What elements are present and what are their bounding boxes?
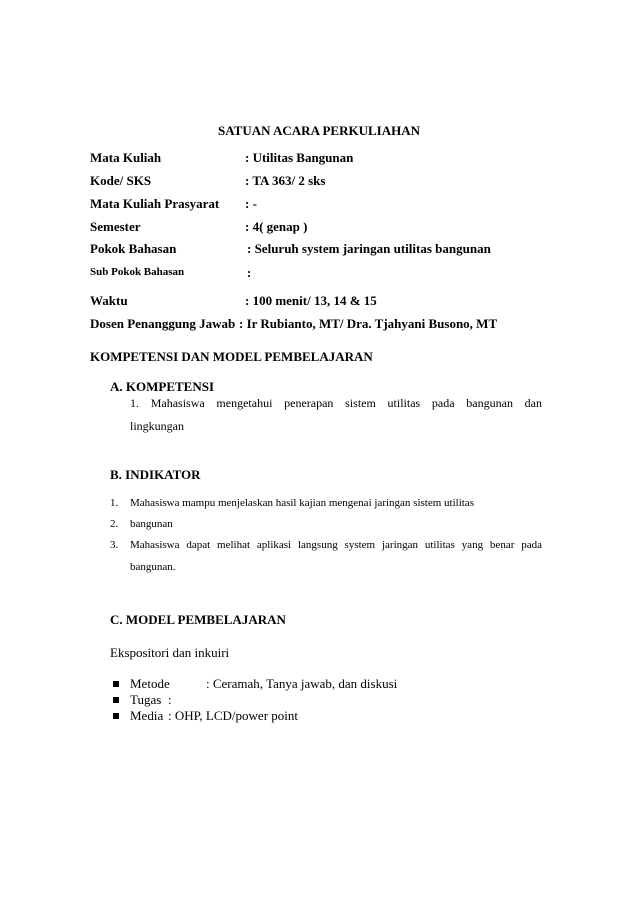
square-bullet-icon [113, 697, 119, 703]
info-label-mata-kuliah: Mata Kuliah [90, 150, 162, 165]
indikator-item-3-line2: bangunan. [130, 561, 176, 573]
square-bullet-icon [113, 713, 119, 719]
info-value-prasyarat: : - [245, 196, 257, 211]
info-label-semester: Semester [90, 219, 141, 234]
indikator-num-3: 3. [110, 539, 119, 551]
bullet-label-tugas: Tugas [130, 692, 162, 707]
info-label-sub-pokok: Sub Pokok Bahasan [90, 266, 185, 278]
info-value-kode-sks: : TA 363/ 2 sks [245, 173, 326, 188]
square-bullet-icon [113, 681, 119, 687]
bullet-label-media: Media [130, 708, 164, 723]
indikator-num-1: 1. [110, 497, 119, 509]
indikator-item-1: Mahasiswa mampu menjelaskan hasil kajian mengenai jaringan sistem utilitas [130, 497, 474, 509]
info-label-waktu: Waktu [90, 293, 128, 308]
info-value-dosen: : Ir Rubianto, MT/ Dra. Tjahyani Busono, MT [239, 316, 498, 331]
info-value-mata-kuliah: : Utilitas Bangunan [245, 150, 354, 165]
indikator-num-2: 2. [110, 518, 119, 530]
indikator-item-3: Mahasiswa dapat melihat aplikasi langsung system jaringan utilitas yang benar pada [130, 539, 542, 551]
indikator-item-2: bangunan [130, 518, 173, 530]
bullet-value-metode: : Ceramah, Tanya jawab, dan diskusi [206, 676, 398, 691]
info-value-semester: : 4( genap ) [245, 219, 308, 234]
info-value-pokok-bahasan: : Seluruh system jaringan utilitas bangunan [247, 241, 491, 256]
model-intro: Ekspositori dan inkuiri [110, 645, 230, 660]
model-heading: C. MODEL PEMBELAJARAN [110, 612, 286, 627]
section-heading: KOMPETENSI DAN MODEL PEMBELAJARAN [90, 349, 373, 364]
info-label-kode-sks: Kode/ SKS [90, 173, 152, 188]
bullet-value-media: : OHP, LCD/power point [168, 708, 298, 723]
info-value-waktu: : 100 menit/ 13, 14 & 15 [245, 293, 377, 308]
info-value-sub-pokok: : [247, 265, 252, 280]
bullet-label-metode: Metode [130, 676, 170, 691]
info-label-pokok-bahasan: Pokok Bahasan [90, 241, 177, 256]
bullet-value-tugas: : [168, 692, 172, 707]
indikator-heading: B. INDIKATOR [110, 467, 201, 482]
kompetensi-item-line1: 1. Mahasiswa mengetahui penerapan sistem utilitas pada bangunan dan [130, 396, 542, 410]
page-title: SATUAN ACARA PERKULIAHAN [218, 123, 421, 138]
info-label-dosen: Dosen Penanggung Jawab [90, 316, 236, 331]
kompetensi-heading: A. KOMPETENSI [110, 379, 215, 394]
info-label-prasyarat: Mata Kuliah Prasyarat [90, 196, 220, 211]
kompetensi-item-line2: lingkungan [130, 419, 184, 433]
